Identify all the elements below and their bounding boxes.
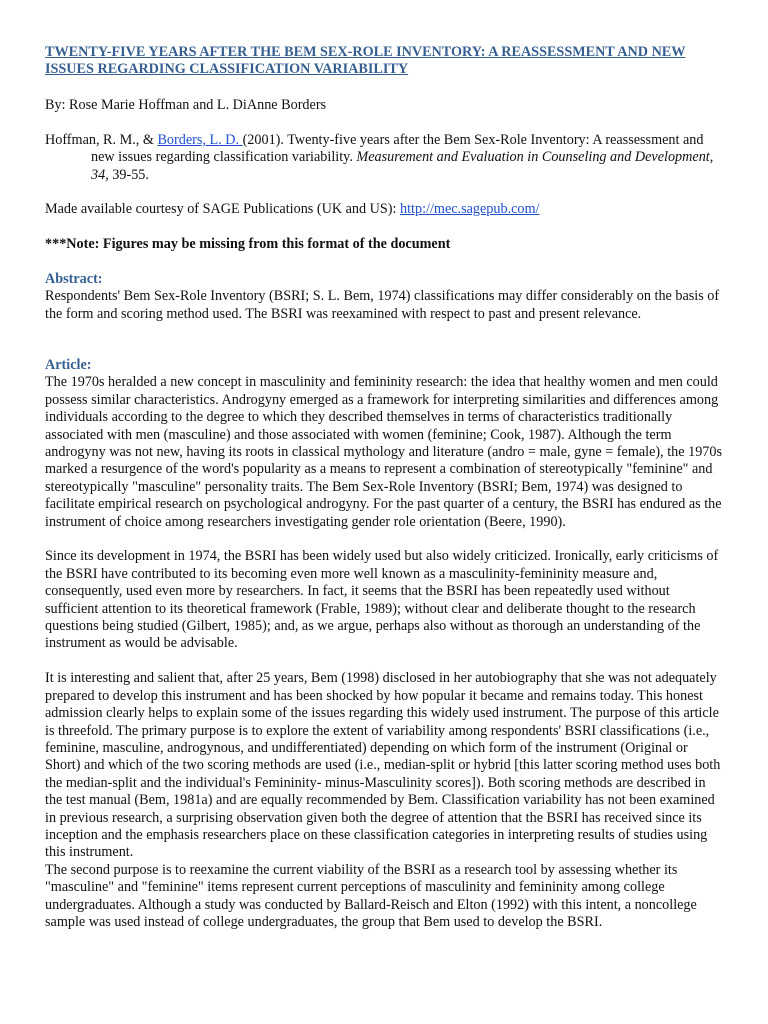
article-paragraph: The second purpose is to reexamine the current viability of the BSRI as a research tool by assessing whether its "masculine" and "feminine" items represent current perceptions of masculinity and femininity among college undergraduates. Although a study was conducted by Ballard-Reisch and Elton (1992) with this intent, a noncollege sample was used instead of college undergraduates, the group that Bem used to develop the BSRI. [45,861,697,930]
publisher-url-link[interactable]: http://mec.sagepub.com/ [400,201,540,217]
citation-journal: Measurement and Evaluation in Counseling and Development, 34 [91,149,714,183]
article-paragraph: Since its development in 1974, the BSRI has been widely used but also widely criticized. Ironically, early criticisms of the BSRI have contributed to its becoming even more well known as a masculinity-femininity measure and, consequently, used even more by researchers. In fact, it seems that the BSRI has been repeatedly used without sufficient attention to its theoretical framework (Frable, 1989); without clear and deliberate thought to the research questions being studied (Gilbert, 1985); and, as we argue, perhaps also without as thorough an understanding of the instrument as would be advisable. [45,548,719,652]
citation-prefix: Hoffman, R. M., & [45,132,158,148]
author-link[interactable]: Borders, L. D. [157,132,243,148]
courtesy-text: Made available courtesy of SAGE Publications (UK and US): [45,201,401,217]
byline: By: Rose Marie Hoffman and L. DiAnne Borders [45,97,327,113]
article-heading: Article: [45,357,92,373]
article-paragraph: The 1970s heralded a new concept in masculinity and femininity research: the idea that healthy women and men could possess similar characteristics. Androgyny emerged as a framework for interpreting similarities and differences among individuals according to the degree to which they described themselves in terms of characteristics traditionally associated with men (masculine) and those associated with women (feminine; Cook, 1987). Although the term androgyny was not new, having its roots in classical mythology and literature (andro = male, gyne = female), the 1970s marked a resurgence of the word's popularity as a means to represent a combination of stereotypically "feminine" and stereotypically "masculine" personality traits. The Bem Sex-Role Inventory (BSRI; Bem, 1974) was designed to facilitate empirical research on psychological androgyny. For the past quarter of a century, the BSRI has endured as the instrument of choice among researchers investigating gender role orientation (Beere, 1990). [45,374,722,530]
citation-pages: , 39-55. [105,166,149,183]
abstract-section [45,271,725,323]
courtesy-line [45,201,725,218]
article-paragraph: It is interesting and salient that, after 25 years, Bem (1998) disclosed in her autobiography that she was not adequately prepared to develop this instrument and has been shocked by how popular it became and remains today. This honest admission clearly helps to explain some of the issues regarding this widely used instrument. The purpose of this article is threefold. The primary purpose is to explore the extent of variability among respondents' BSRI classifications (i.e., feminine, masculine, androgynous, and undifferentiated) depending on which form of the instrument (Original or Short) and which of the two scoring methods are used (i.e., median-split or hybrid [this latter scoring method uses both the median-split and the individual's Femininity- minus-Masculinity scores]). Both scoring methods are described in the test manual (Bem, 1981a) and are equally recommended by Bem. Classification variability has not been examined in previous research, a surprising observation given both the degree of attention that the BSRI has received since its inception and the emphasis researchers place on these classification categories in interpreting results of studies using this instrument. [45,670,721,861]
format-note: ***Note: Figures may be missing from this format of the document [45,236,451,252]
citation [45,132,725,184]
abstract-heading: Abstract: [45,271,103,287]
document-title: TWENTY-FIVE YEARS AFTER THE BEM SEX-ROLE INVENTORY: A REASSESSMENT AND NEW ISSUES REGARDING CLASSIFICATION VARIABILITY [45,44,686,78]
abstract-text: Respondents' Bem Sex-Role Inventory (BSRI; S. L. Bem, 1974) classifications may differ considerably on the basis of the form and scoring method used. The BSRI was reexamined with respect to past and present relevance. [45,288,720,322]
article-section [45,357,725,931]
citation-body: (2001). Twenty-five years after the Bem Sex-Role Inventory: A reassessment and new issues regarding classification variability. [91,132,704,166]
